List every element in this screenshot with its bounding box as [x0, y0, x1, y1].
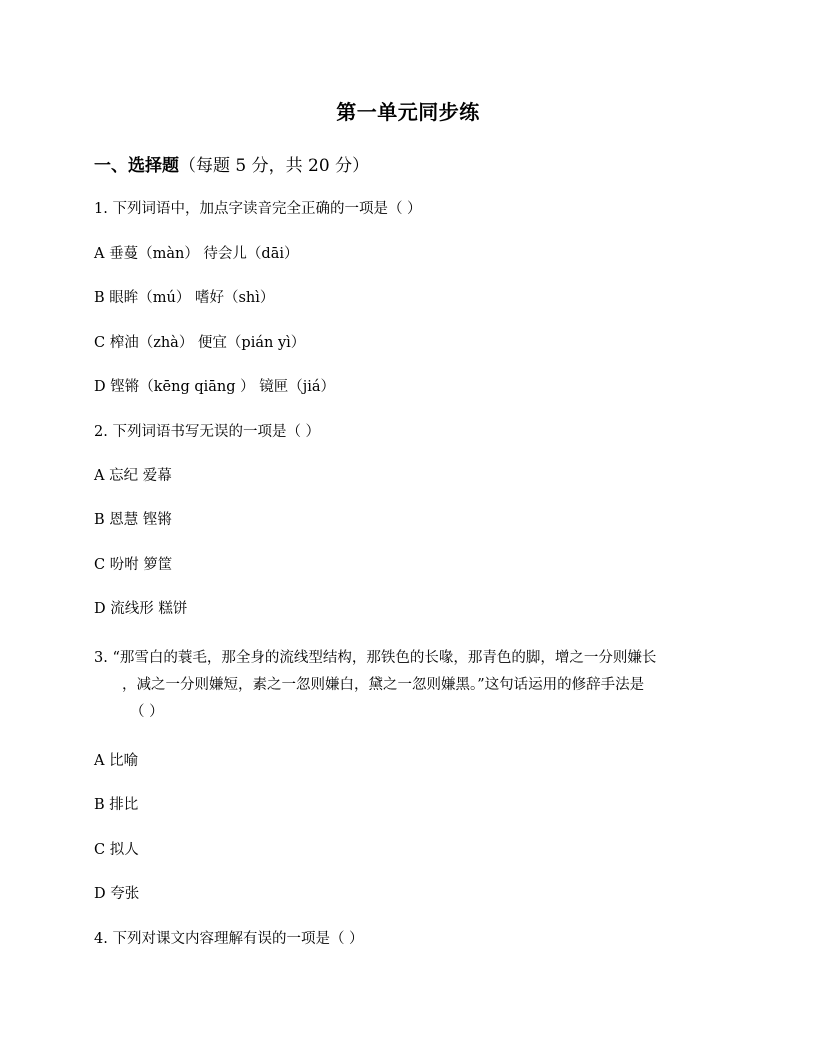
question-4-stem: 4. 下列对课文内容理解有误的一项是（ ） [94, 931, 364, 947]
question-3-option-b: B 排比 [94, 797, 139, 813]
question-1-option-a: A 垂蔓（màn） 待会儿（dāi） [94, 246, 299, 262]
question-2-option-a: A 忘纪 爱幕 [94, 468, 172, 484]
question-1-option-d: D 铿锵（kēng qiāng ） 镜匣（jiá） [94, 379, 336, 395]
question-3-stem-line-1: 3. “那雪白的蓑毛，那全身的流线型结构，那铁色的长喙，那青色的脚，增之一分则嫌长 [94, 650, 657, 666]
question-1-option-c: C 榨油（zhà） 便宜（pián yì） [94, 335, 306, 351]
question-3-option-d: D 夸张 [94, 886, 140, 902]
question-3-option-a: A 比喻 [94, 753, 139, 769]
question-1-option-b: B 眼眸（mú） 嗜好（shì） [94, 290, 275, 306]
question-1-stem: 1. 下列词语中，加点字读音完全正确的一项是（ ） [94, 201, 422, 217]
question-3-stem [94, 645, 720, 726]
section-scoring-note: （每题 5 分，共 20 分） [179, 156, 370, 176]
question-2-option-d: D 流线形 糕饼 [94, 601, 188, 617]
question-3-option-c: C 拟人 [94, 842, 139, 858]
question-3-stem-line-2: ，减之一分则嫌短，素之一忽则嫌白，黛之一忽则嫌黑。”这句话运用的修辞手法是 [122, 677, 645, 693]
question-2-option-b: B 恩慧 铿锵 [94, 512, 172, 528]
question-2-stem: 2. 下列词语书写无误的一项是（ ） [94, 424, 321, 440]
question-3-stem-line-3: （ ） [130, 704, 164, 720]
section-heading-label: 一、选择题 [94, 156, 179, 176]
question-2-option-c: C 吩咐 箩筐 [94, 557, 173, 573]
page-title: 第一单元同步练 [336, 100, 480, 124]
section-heading [94, 151, 369, 176]
